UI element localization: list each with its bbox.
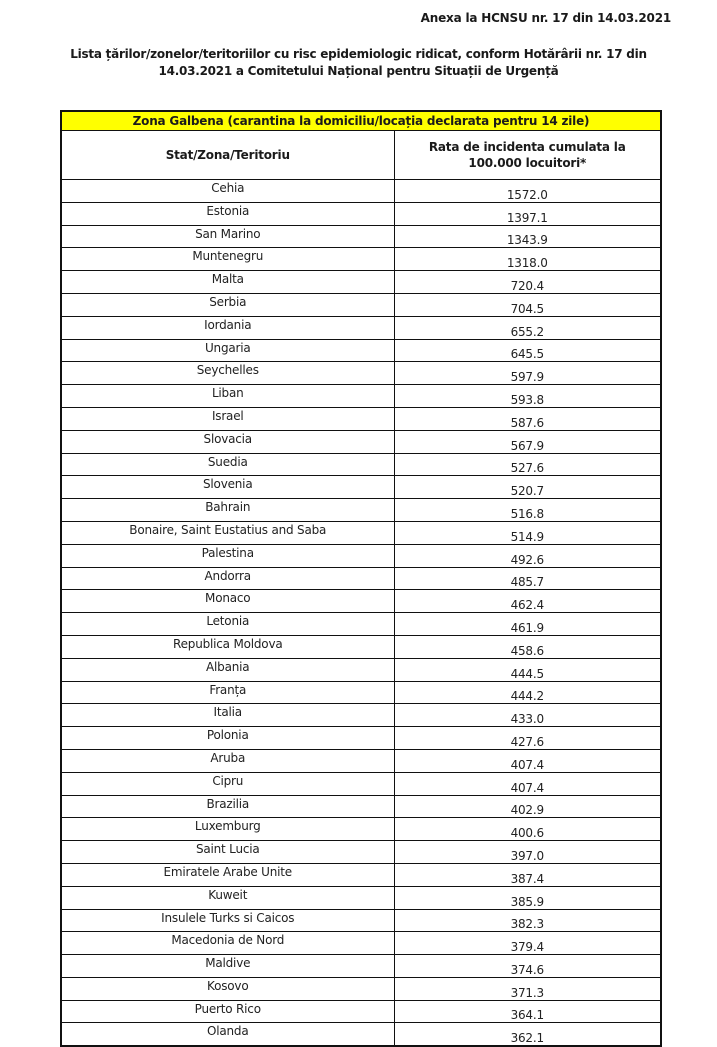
country-name: Kuweit — [61, 886, 394, 909]
country-name: Monaco — [61, 590, 394, 613]
country-name: Albania — [61, 658, 394, 681]
country-name: Muntenegru — [61, 248, 394, 271]
incidence-rate: 567.9 — [394, 430, 661, 453]
incidence-rate: 520.7 — [394, 476, 661, 499]
table-row — [61, 772, 661, 795]
incidence-rate: 645.5 — [394, 339, 661, 362]
incidence-rate: 1572.0 — [394, 180, 661, 203]
country-name: Insulele Turks si Caicos — [61, 909, 394, 932]
incidence-rate: 462.4 — [394, 590, 661, 613]
table-row — [61, 932, 661, 955]
incidence-rate: 374.6 — [394, 955, 661, 978]
incidence-rate: 364.1 — [394, 1000, 661, 1023]
table-row — [61, 704, 661, 727]
country-name: Malta — [61, 271, 394, 294]
incidence-rate: 433.0 — [394, 704, 661, 727]
incidence-rate: 362.1 — [394, 1023, 661, 1046]
table-row — [61, 1000, 661, 1023]
table-row — [61, 590, 661, 613]
country-name: Cipru — [61, 772, 394, 795]
column-header-rate-line-1: Rata de incidenta cumulata la — [428, 140, 626, 154]
table-row — [61, 727, 661, 750]
table-row — [61, 430, 661, 453]
country-name: Estonia — [61, 202, 394, 225]
zone-banner: Zona Galbena (carantina la domiciliu/locația declarata pentru 14 zile) — [61, 111, 661, 131]
incidence-rate: 587.6 — [394, 407, 661, 430]
table-row — [61, 316, 661, 339]
incidence-rate: 407.4 — [394, 749, 661, 772]
country-name: Ungaria — [61, 339, 394, 362]
table-row — [61, 544, 661, 567]
incidence-rate: 1343.9 — [394, 225, 661, 248]
incidence-rate: 597.9 — [394, 362, 661, 385]
table-row — [61, 886, 661, 909]
country-name: Serbia — [61, 293, 394, 316]
country-name: Franța — [61, 681, 394, 704]
country-name: Aruba — [61, 749, 394, 772]
incidence-rate: 461.9 — [394, 613, 661, 636]
country-name: Republica Moldova — [61, 635, 394, 658]
country-name: Suedia — [61, 453, 394, 476]
country-name: Liban — [61, 385, 394, 408]
table-row — [61, 499, 661, 522]
zone-banner-row — [61, 111, 661, 131]
table-row — [61, 248, 661, 271]
table-row — [61, 202, 661, 225]
table-row — [61, 658, 661, 681]
table-row — [61, 795, 661, 818]
country-name: Slovacia — [61, 430, 394, 453]
table-row — [61, 453, 661, 476]
country-name: Andorra — [61, 567, 394, 590]
table-row — [61, 818, 661, 841]
country-name: Seychelles — [61, 362, 394, 385]
table-row — [61, 909, 661, 932]
country-name: Maldive — [61, 955, 394, 978]
country-name: Cehia — [61, 180, 394, 203]
incidence-rate: 385.9 — [394, 886, 661, 909]
incidence-rate: 704.5 — [394, 293, 661, 316]
country-name: Luxemburg — [61, 818, 394, 841]
incidence-rate: 407.4 — [394, 772, 661, 795]
country-name: Bahrain — [61, 499, 394, 522]
table-row — [61, 339, 661, 362]
country-name: Italia — [61, 704, 394, 727]
country-name: Olanda — [61, 1023, 394, 1046]
table-row — [61, 225, 661, 248]
country-name: Polonia — [61, 727, 394, 750]
country-name: San Marino — [61, 225, 394, 248]
incidence-rate: 514.9 — [394, 521, 661, 544]
country-name: Kosovo — [61, 977, 394, 1000]
table-row — [61, 635, 661, 658]
incidence-rate: 458.6 — [394, 635, 661, 658]
column-header-rate-line-2: 100.000 locuitori* — [468, 156, 587, 170]
incidence-rate: 371.3 — [394, 977, 661, 1000]
table-row — [61, 841, 661, 864]
country-name: Letonia — [61, 613, 394, 636]
table-row — [61, 476, 661, 499]
incidence-rate: 402.9 — [394, 795, 661, 818]
incidence-rate: 444.2 — [394, 681, 661, 704]
column-header-rate — [394, 131, 661, 180]
annex-reference: Anexa la HCNSU nr. 17 din 14.03.2021 — [420, 11, 671, 25]
country-name: Palestina — [61, 544, 394, 567]
incidence-rate: 485.7 — [394, 567, 661, 590]
incidence-rate: 382.3 — [394, 909, 661, 932]
column-header-country: Stat/Zona/Teritoriu — [61, 131, 394, 180]
country-name: Slovenia — [61, 476, 394, 499]
country-name: Saint Lucia — [61, 841, 394, 864]
incidence-rate: 655.2 — [394, 316, 661, 339]
column-header-row — [61, 131, 661, 180]
document-title — [20, 46, 697, 80]
table-row — [61, 407, 661, 430]
country-name: Macedonia de Nord — [61, 932, 394, 955]
table-row — [61, 385, 661, 408]
incidence-rate: 387.4 — [394, 863, 661, 886]
incidence-rate: 444.5 — [394, 658, 661, 681]
table-row — [61, 362, 661, 385]
country-name: Emiratele Arabe Unite — [61, 863, 394, 886]
table-row — [61, 180, 661, 203]
table-row — [61, 749, 661, 772]
incidence-rate: 427.6 — [394, 727, 661, 750]
incidence-rate: 400.6 — [394, 818, 661, 841]
country-name: Puerto Rico — [61, 1000, 394, 1023]
country-name: Iordania — [61, 316, 394, 339]
incidence-rate: 720.4 — [394, 271, 661, 294]
country-name: Israel — [61, 407, 394, 430]
country-name: Brazilia — [61, 795, 394, 818]
table-row — [61, 1023, 661, 1046]
document-title-line-2: 14.03.2021 a Comitetului Național pentru Situații de Urgență — [158, 64, 559, 78]
document-title-line-1: Lista țărilor/zonelor/teritoriilor cu risc epidemiologic ridicat, conform Hotărârii nr. 17 din — [70, 47, 647, 61]
incidence-rate: 379.4 — [394, 932, 661, 955]
incidence-rate: 527.6 — [394, 453, 661, 476]
table-row — [61, 521, 661, 544]
table-row — [61, 955, 661, 978]
incidence-rate: 492.6 — [394, 544, 661, 567]
country-name: Bonaire, Saint Eustatius and Saba — [61, 521, 394, 544]
incidence-rate: 1318.0 — [394, 248, 661, 271]
table-row — [61, 293, 661, 316]
incidence-rate: 593.8 — [394, 385, 661, 408]
table-row — [61, 863, 661, 886]
incidence-rate: 516.8 — [394, 499, 661, 522]
incidence-rate: 397.0 — [394, 841, 661, 864]
table-row — [61, 681, 661, 704]
table-body — [61, 180, 661, 1047]
table-row — [61, 613, 661, 636]
table-row — [61, 271, 661, 294]
yellow-zone-table — [60, 110, 662, 1047]
table-row — [61, 567, 661, 590]
incidence-rate: 1397.1 — [394, 202, 661, 225]
